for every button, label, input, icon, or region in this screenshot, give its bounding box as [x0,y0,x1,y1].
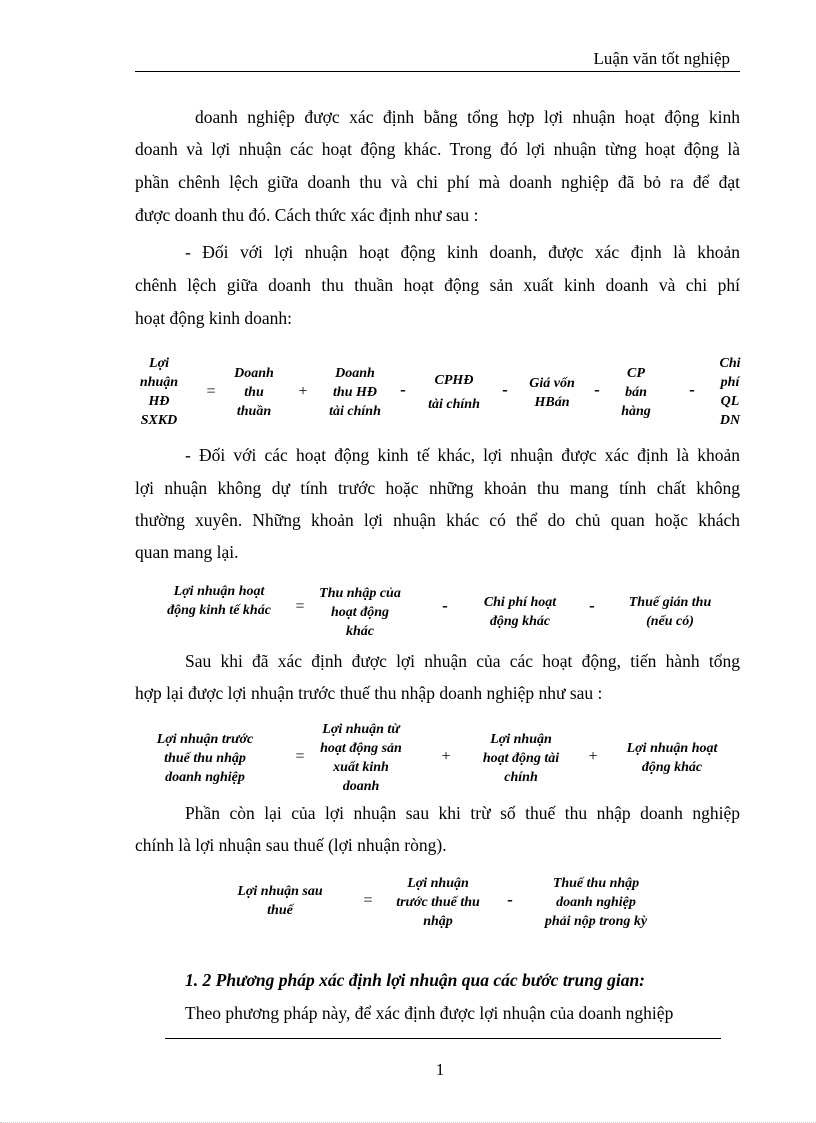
f4-equals: = [363,892,373,909]
f3-term-3: Lợi nhuận hoạt động khác [626,741,718,775]
p1-line-2: doanh và lợi nhuận các hoạt động khác. Trong đó lợi nhuận từng hoạt động là [135,139,740,159]
section-heading: 1. 2 Phương pháp xác định lợi nhuận qua các bước trung gian: [185,970,645,990]
f1-result: Lợi nhuận HĐ SXKD [139,356,179,428]
f1-term-3: CPHĐ tài chính [428,373,480,412]
f4-minus: - [507,890,513,909]
p1-line-1: doanh nghiệp được xác định bằng tổng hợp lợi nhuận hoạt động kinh [195,107,740,127]
p5-line-2: chính là lợi nhuận sau thuế (lợi nhuận ròng). [135,835,447,855]
p1-line-4: được doanh thu đó. Cách thức xác định như sau : [135,205,479,225]
f3-result: Lợi nhuận trước thuế thu nhập doanh nghiệp [156,732,254,785]
f3-plus-2: + [588,748,598,765]
p3-line-2: lợi nhuận không dự tính trước hoặc những khoản thu mang tính chất không [135,478,740,498]
p1-line-3: phần chênh lệch giữa doanh thu và chi phí mà doanh nghiệp đã bỏ ra để đạt [135,172,740,192]
p3-line-1: - Đối với các hoạt động kinh tế khác, lợi nhuận được xác định là khoản [185,445,740,465]
f1-term-2: Doanh thu HĐ tài chính [329,366,381,419]
p2-line-2: chênh lệch giữa doanh thu thuần hoạt động sản xuất kinh doanh và chi phí [135,275,740,295]
footer-rule [165,1038,721,1039]
f2-minus-1: - [442,596,448,615]
f2-term-1: Thu nhập của hoạt động khác [319,586,401,639]
p5-line-1: Phần còn lại của lợi nhuận sau khi trừ số thuế thu nhập doanh nghiệp [185,803,740,823]
f2-result: Lợi nhuận hoạt động kinh tế khác [167,584,271,618]
p2-line-3: hoạt động kinh doanh: [135,308,292,328]
f1-minus-1: - [400,380,406,399]
f1-term-4: Giá vốn HBán [529,376,575,410]
f2-term-2: Chi phí hoạt động khác [483,595,557,629]
page-number: 1 [435,1060,445,1079]
f1-term-1: Doanh thu thuần [234,366,274,419]
p2-line-1: - Đối với lợi nhuận hoạt động kinh doanh, được xác định là khoản [185,242,740,262]
f1-minus-2: - [502,380,508,399]
f3-term-2: Lợi nhuận hoạt động tài chính [482,732,560,785]
f3-equals: = [295,748,305,765]
f2-minus-2: - [589,596,595,615]
f4-term-1: Lợi nhuận trước thuế thu nhập [396,876,480,929]
f1-term-6: Chi phí QL DN [719,356,741,428]
f3-term-1: Lợi nhuận từ hoạt động sản xuất kinh doanh [320,722,402,794]
f1-plus: + [298,383,308,400]
p4-line-2: hợp lại được lợi nhuận trước thuế thu nhập doanh nghiệp như sau : [135,683,603,703]
f1-minus-4: - [689,380,695,399]
p4-line-1: Sau khi đã xác định được lợi nhuận của các hoạt động, tiến hành tổng [185,651,740,671]
p3-line-4: quan mang lại. [135,542,239,562]
f1-equals: = [206,383,216,400]
f4-term-2: Thuế thu nhập doanh nghiệp phải nộp trong kỳ [544,876,648,929]
f2-equals: = [295,598,305,615]
p3-line-3: thường xuyên. Những khoản lợi nhuận khác có thể do chủ quan hoặc khách [135,510,740,530]
f1-minus-3: - [594,380,600,399]
f1-term-5: CP bán hàng [621,366,651,419]
running-header: Luận văn tốt nghiệp [593,49,730,68]
f3-plus-1: + [441,748,451,765]
header-rule [135,71,740,72]
p6-line-1: Theo phương pháp này, để xác định được lợi nhuận của doanh nghiệp [185,1003,674,1023]
f2-term-3: Thuế gián thu (nếu có) [628,595,712,629]
f4-result: Lợi nhuận sau thuế [237,884,323,918]
